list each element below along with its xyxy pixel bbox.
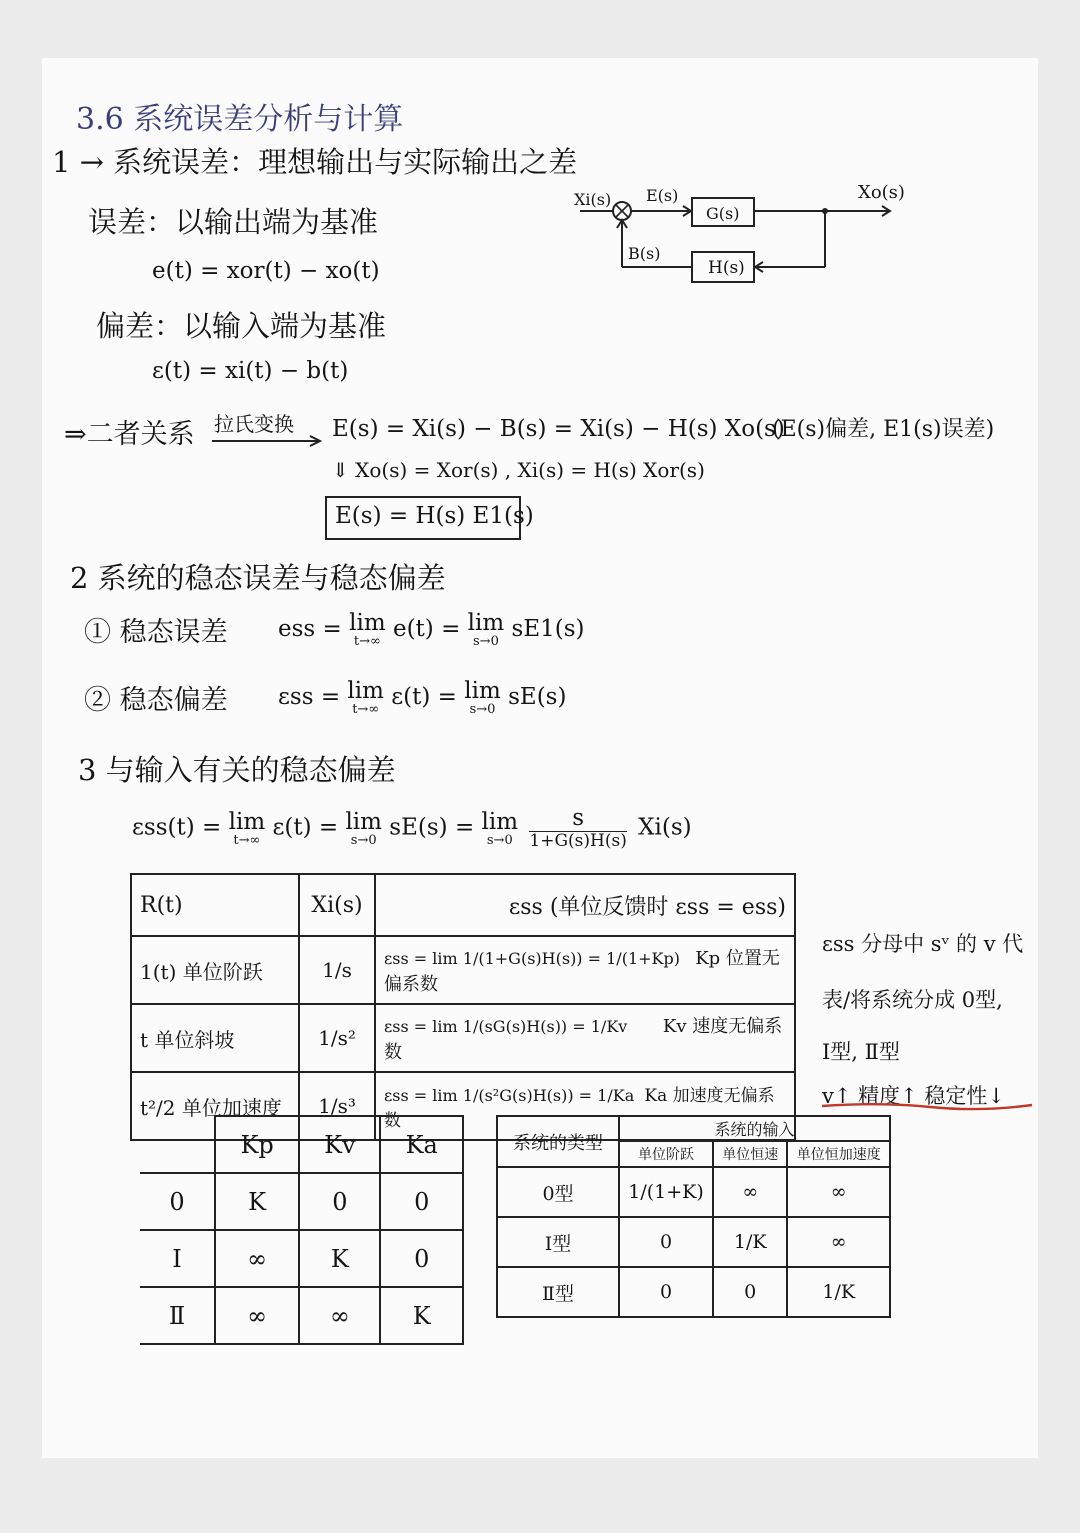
value-cell: 1/(1+K)	[619, 1167, 713, 1217]
table-row	[131, 1004, 795, 1072]
deviation-definition: 偏差：以输入端为基准	[96, 309, 387, 343]
header-kp: Kp	[215, 1116, 299, 1173]
section3-heading: 3 与输入有关的稳态偏差	[78, 753, 396, 787]
value-cell: K	[215, 1173, 299, 1230]
row-coefficient: Ka 加速度无偏系数	[384, 1086, 775, 1131]
lim-s-0	[468, 612, 505, 648]
deviation-equation: ε(t) = xi(t) − b(t)	[152, 358, 349, 384]
lim-t-inf	[347, 680, 384, 716]
row-expression: εss = lim 1/(1+G(s)H(s)) = 1/(1+Kp)	[384, 949, 680, 968]
diagram-forward-block: G(s)	[706, 204, 740, 223]
value-cell: K	[299, 1230, 380, 1287]
type-cell: Ⅰ型	[497, 1217, 619, 1267]
relation-note: (E(s)偏差, E1(s)误差)	[772, 417, 995, 442]
relation-boxed-result	[325, 496, 534, 540]
header-ess: εss (单位反馈时 εss = ess)	[375, 874, 795, 936]
page-title: 3.6 系统误差分析与计算	[76, 102, 404, 137]
value-cell: ∞	[787, 1217, 890, 1267]
header-ramp: 单位恒速	[713, 1141, 787, 1167]
lim-s-0	[464, 680, 501, 716]
section1-heading: 1 → 系统误差：理想输出与实际输出之差	[52, 145, 578, 179]
value-cell: K	[380, 1287, 463, 1344]
diagram-feedback-signal: B(s)	[628, 244, 661, 263]
header-accel: 单位恒加速度	[787, 1141, 890, 1167]
value-cell: ∞	[215, 1230, 299, 1287]
ess-lhs: ess =	[278, 616, 342, 642]
value-cell: 0	[299, 1173, 380, 1230]
value-cell: 0	[380, 1230, 463, 1287]
boxed-equation: E(s) = H(s) E1(s)	[335, 503, 534, 529]
type-cell: 0型	[497, 1167, 619, 1217]
value-cell: ∞	[787, 1167, 890, 1217]
lim-sub: s→0	[473, 634, 499, 649]
lim-s-0	[345, 808, 382, 848]
eq-tail: Xi(s)	[638, 814, 692, 841]
type-cell: Ⅱ型	[497, 1267, 619, 1317]
row-input: t 单位斜坡	[131, 1004, 299, 1072]
side-note-line1: εss 分母中 sᵛ 的 v 代	[822, 932, 1024, 956]
lim-text: lim	[349, 610, 386, 636]
value-cell: 0	[380, 1173, 463, 1230]
steady-error-equation	[278, 612, 585, 648]
value-cell: 0	[619, 1217, 713, 1267]
value-cell: 0	[713, 1267, 787, 1317]
row-xi: 1/s²	[299, 1004, 375, 1072]
system-type-table	[496, 1115, 891, 1318]
laplace-arrow-icon	[210, 434, 326, 448]
epsss-mid: ε(t) =	[391, 684, 457, 710]
table-group-row	[497, 1116, 890, 1141]
row-xi: 1/s³	[299, 1072, 375, 1140]
lim-text: lim	[481, 808, 519, 835]
epsss-lhs: εss =	[278, 684, 341, 710]
eq-mid2: sE(s) =	[389, 814, 475, 841]
diagram-input-label: Xi(s)	[574, 190, 612, 209]
lim-text: lim	[464, 678, 501, 704]
type-cell: Ⅰ	[140, 1230, 215, 1287]
lim-t-inf	[228, 808, 266, 848]
table-row	[140, 1230, 463, 1287]
lim-sub: s→0	[469, 702, 496, 717]
lim-t-inf	[349, 612, 386, 648]
value-cell: 1/K	[787, 1267, 890, 1317]
laplace-arrow-label: 拉氏变换	[214, 412, 294, 436]
diagram-feedback-block: H(s)	[708, 258, 745, 278]
lim-sub: t→∞	[353, 634, 381, 649]
side-note-line2: 表/将系统分成 0型,	[822, 988, 1003, 1012]
corner-cell	[140, 1116, 215, 1173]
table-header-row	[140, 1116, 463, 1173]
table-row	[497, 1267, 890, 1317]
lim-text: lim	[467, 610, 505, 636]
header-kv: Kv	[299, 1116, 380, 1173]
corner-cell: 系统的类型	[497, 1116, 619, 1167]
row-expression: εss = lim 1/(s²G(s)H(s)) = 1/Ka	[384, 1086, 635, 1105]
fraction-denominator: 1+G(s)H(s)	[529, 831, 627, 852]
value-cell: ∞	[713, 1167, 787, 1217]
ess-rhs: sE1(s)	[511, 616, 585, 642]
side-note-underline	[820, 1100, 1036, 1112]
lim-sub: s→0	[486, 832, 513, 848]
table-row	[140, 1287, 463, 1344]
value-cell: 0	[619, 1267, 713, 1317]
header-rt: R(t)	[131, 874, 299, 936]
type-cell: Ⅱ	[140, 1287, 215, 1344]
lim-sub: t→∞	[352, 702, 380, 717]
table-row	[497, 1167, 890, 1217]
diagram-error-label: E(s)	[646, 186, 679, 205]
row-coefficient: Kp 位置无偏系数	[384, 948, 780, 995]
ess-mid: e(t) =	[392, 616, 461, 642]
lim-text: lim	[347, 678, 384, 704]
side-note-line4: v↑ 精度↑ 稳定性↓	[822, 1084, 1006, 1108]
steady-error-label: ① 稳态误差	[84, 617, 228, 648]
relation-equation: E(s) = Xi(s) − B(s) = Xi(s) − H(s) Xo(s)	[332, 416, 785, 442]
lim-text: lim	[228, 808, 266, 835]
section2-heading: 2 系统的稳态误差与稳态偏差	[70, 561, 446, 595]
table-row	[131, 936, 795, 1004]
transfer-fraction	[529, 806, 626, 851]
lim-text: lim	[345, 808, 382, 835]
row-expr	[375, 1004, 795, 1072]
lim-sub: t→∞	[233, 832, 261, 848]
relation-condition: ⇓ Xo(s) = Xor(s) , Xi(s) = H(s) Xor(s)	[332, 458, 705, 482]
table-row	[140, 1173, 463, 1230]
input-group-header: 系统的输入	[619, 1116, 890, 1141]
row-expr	[375, 936, 795, 1004]
lim-sub: s→0	[350, 832, 377, 848]
eq-mid1: ε(t) =	[272, 814, 339, 841]
header-xi: Xi(s)	[299, 874, 375, 936]
value-cell: 1/K	[713, 1217, 787, 1267]
fraction-numerator: s	[529, 806, 626, 832]
relation-label: ⇒二者关系	[64, 419, 195, 450]
table-row	[497, 1217, 890, 1267]
row-xi: 1/s	[299, 936, 375, 1004]
value-cell: ∞	[299, 1287, 380, 1344]
type-cell: 0	[140, 1173, 215, 1230]
table-header-row	[131, 874, 795, 936]
header-ka: Ka	[380, 1116, 463, 1173]
value-cell: ∞	[215, 1287, 299, 1344]
row-input: 1(t) 单位阶跃	[131, 936, 299, 1004]
row-expression: εss = lim 1/(sG(s)H(s)) = 1/Kv	[384, 1017, 628, 1036]
steady-deviation-equation	[278, 680, 566, 716]
eq-lhs: εss(t) =	[132, 814, 222, 841]
lim-s-0	[481, 808, 519, 848]
input-deviation-equation	[132, 806, 692, 851]
error-equation: e(t) = xor(t) − xo(t)	[152, 258, 380, 284]
coefficient-table	[140, 1115, 464, 1345]
header-step: 单位阶跃	[619, 1141, 713, 1167]
steady-deviation-table	[130, 873, 796, 1141]
error-definition: 误差：以输出端为基准	[88, 205, 379, 239]
row-coefficient: Kv 速度无偏系数	[384, 1016, 783, 1063]
steady-deviation-label: ② 稳态偏差	[84, 685, 228, 716]
epsss-rhs: sE(s)	[508, 684, 567, 710]
row-input: t²/2 单位加速度	[131, 1072, 299, 1140]
diagram-output-label: Xo(s)	[858, 182, 905, 203]
side-note-line3: Ⅰ型, Ⅱ型	[822, 1040, 900, 1064]
